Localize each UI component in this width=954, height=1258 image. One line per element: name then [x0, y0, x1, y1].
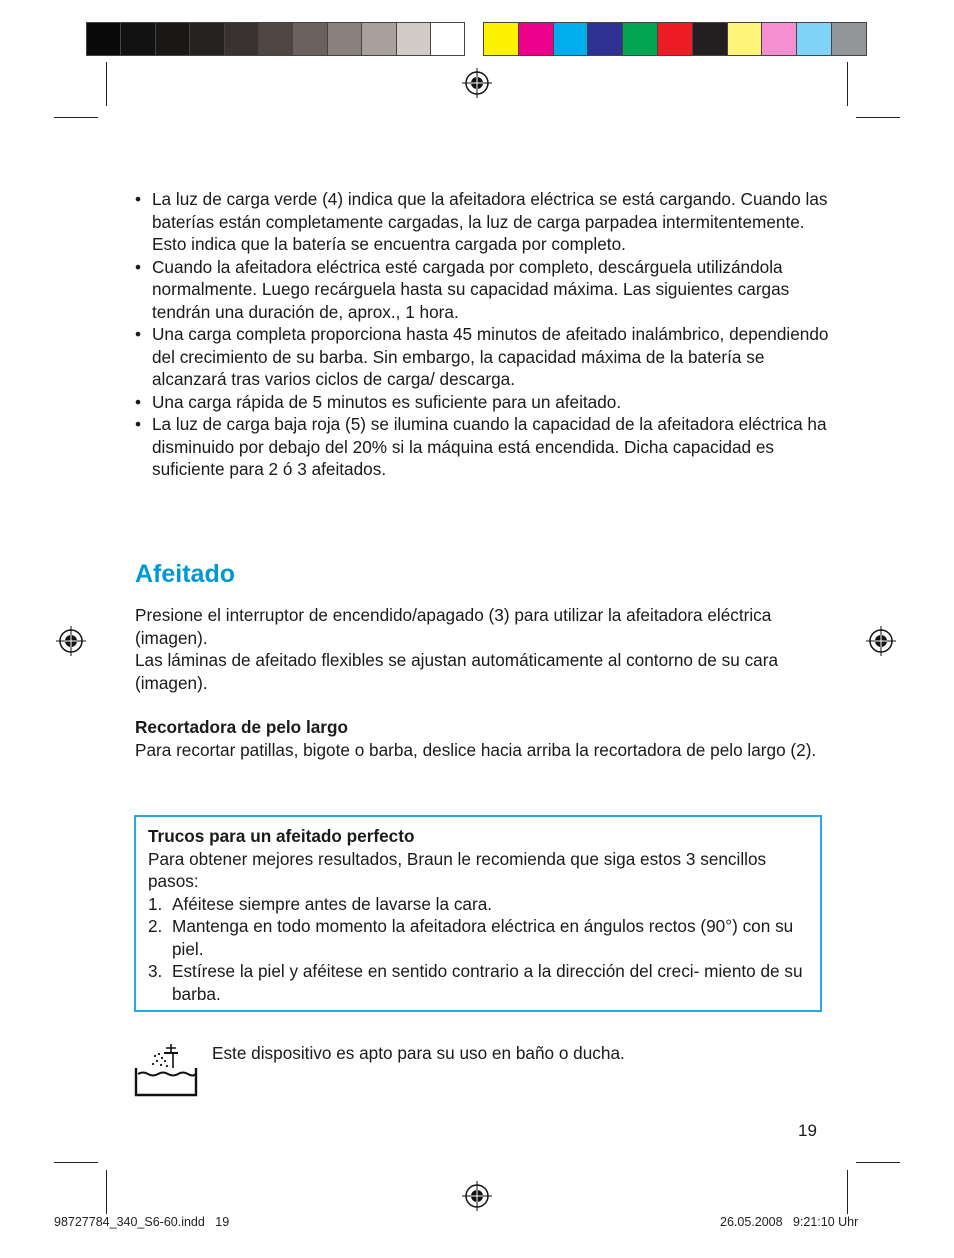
crop-mark-top-left-h [54, 117, 98, 118]
gray-swatch [430, 22, 465, 56]
gray-swatch [292, 22, 327, 56]
color-swatch [657, 22, 693, 56]
footer-timestamp: 26.05.2008 9:21:10 Uhr [720, 1215, 859, 1229]
tip-step: 1. Aféitese siempre antes de lavarse la cara. [148, 893, 493, 914]
bath-note-text: Este dispositivo es apto para su uso en baño o ducha. [212, 1043, 625, 1063]
color-swatch [727, 22, 763, 56]
crop-mark-bottom-left-v [106, 1170, 107, 1214]
gray-swatch [86, 22, 121, 56]
gray-swatch [155, 22, 190, 56]
registration-mark-right-icon [866, 626, 896, 656]
registration-mark-left-icon [56, 626, 86, 656]
color-swatch [692, 22, 728, 56]
gray-swatch [120, 22, 155, 56]
page-number: 19 [798, 1121, 817, 1140]
color-swatch [796, 22, 832, 56]
crop-mark-bottom-right-v [847, 1170, 848, 1214]
section-title: Afeitado [135, 560, 235, 588]
list-item: • La luz de carga baja roja (5) se ilumina cuando la capacidad de la afeitadora eléctrica ha disminuido por debajo del 20% si la máquina está encendida. Dicha capacidad es suficiente para 2 ó 3 afeitados. [135, 414, 827, 479]
registration-mark-bottom-icon [462, 1181, 492, 1211]
trimmer-text: Para recortar patillas, bigote o barba, deslice hacia arriba la recortadora de pelo largo (2). [135, 739, 817, 760]
color-swatch [587, 22, 623, 56]
color-swatch [483, 22, 519, 56]
color-swatch [518, 22, 554, 56]
color-swatch [831, 22, 867, 56]
color-swatch [622, 22, 658, 56]
tip-step: 3. Estírese la piel y aféitese en sentido contrario a la dirección del creci- miento de su barba. [148, 961, 803, 1004]
crop-mark-bottom-right-h [856, 1162, 900, 1163]
crop-mark-top-left-v [106, 62, 107, 106]
shower-bath-icon [133, 1040, 199, 1098]
crop-mark-top-right-h [856, 117, 900, 118]
color-swatch [761, 22, 797, 56]
list-item: • Una carga rápida de 5 minutos es suficiente para un afeitado. [135, 391, 622, 412]
gray-swatch [189, 22, 224, 56]
footer-file-info: 98727784_340_S6-60.indd 19 [54, 1215, 230, 1229]
crop-mark-bottom-left-h [54, 1162, 98, 1163]
list-item: • Cuando la afeitadora eléctrica esté cargada por completo, descárguela utilizándola normalmente. Luego recárguela hasta su capacidad máxima. Las siguientes cargas tendrán una duración de, aprox., 1 hora. [135, 256, 790, 322]
intro-paragraph-2: Las láminas de afeitado flexibles se ajustan automáticamente al contorno de su cara (imagen). [135, 650, 779, 693]
tip-step: 2. Mantenga en todo momento la afeitadora eléctrica en ángulos rectos (90°) con su piel. [148, 916, 794, 959]
gray-swatch [396, 22, 431, 56]
gray-swatch [258, 22, 293, 56]
charging-info-list [135, 188, 835, 481]
tips-intro: Para obtener mejores resultados, Braun le recomienda que siga estos 3 sencillos pasos: [148, 848, 767, 891]
trimmer-section [135, 716, 835, 761]
crop-mark-top-right-v [847, 62, 848, 106]
gray-swatch [224, 22, 259, 56]
list-item: • La luz de carga verde (4) indica que la afeitadora eléctrica se está cargando. Cuando las baterías están completamente cargadas, la luz de carga parpadea intermitentemente. Esto indica que la batería se encuentra cargada por completo. [135, 189, 828, 254]
registration-mark-top-icon [462, 68, 492, 98]
section-intro [135, 604, 835, 694]
trimmer-subheading: Recortadora de pelo largo [135, 717, 348, 737]
tips-box [134, 815, 822, 1012]
list-item: • Una carga completa proporciona hasta 45 minutos de afeitado inalámbrico, dependiendo del crecimiento de su barba. Sin embargo, la capacidad máxima de la batería se alcanzará tras varios ciclos de carga/ descarga. [135, 324, 829, 389]
intro-paragraph-1: Presione el interruptor de encendido/apagado (3) para utilizar la afeitadora eléctrica (imagen). [135, 605, 772, 648]
gray-swatch [327, 22, 362, 56]
color-swatch [553, 22, 589, 56]
gray-swatch [361, 22, 396, 56]
tips-title: Trucos para un afeitado perfecto [148, 826, 415, 846]
